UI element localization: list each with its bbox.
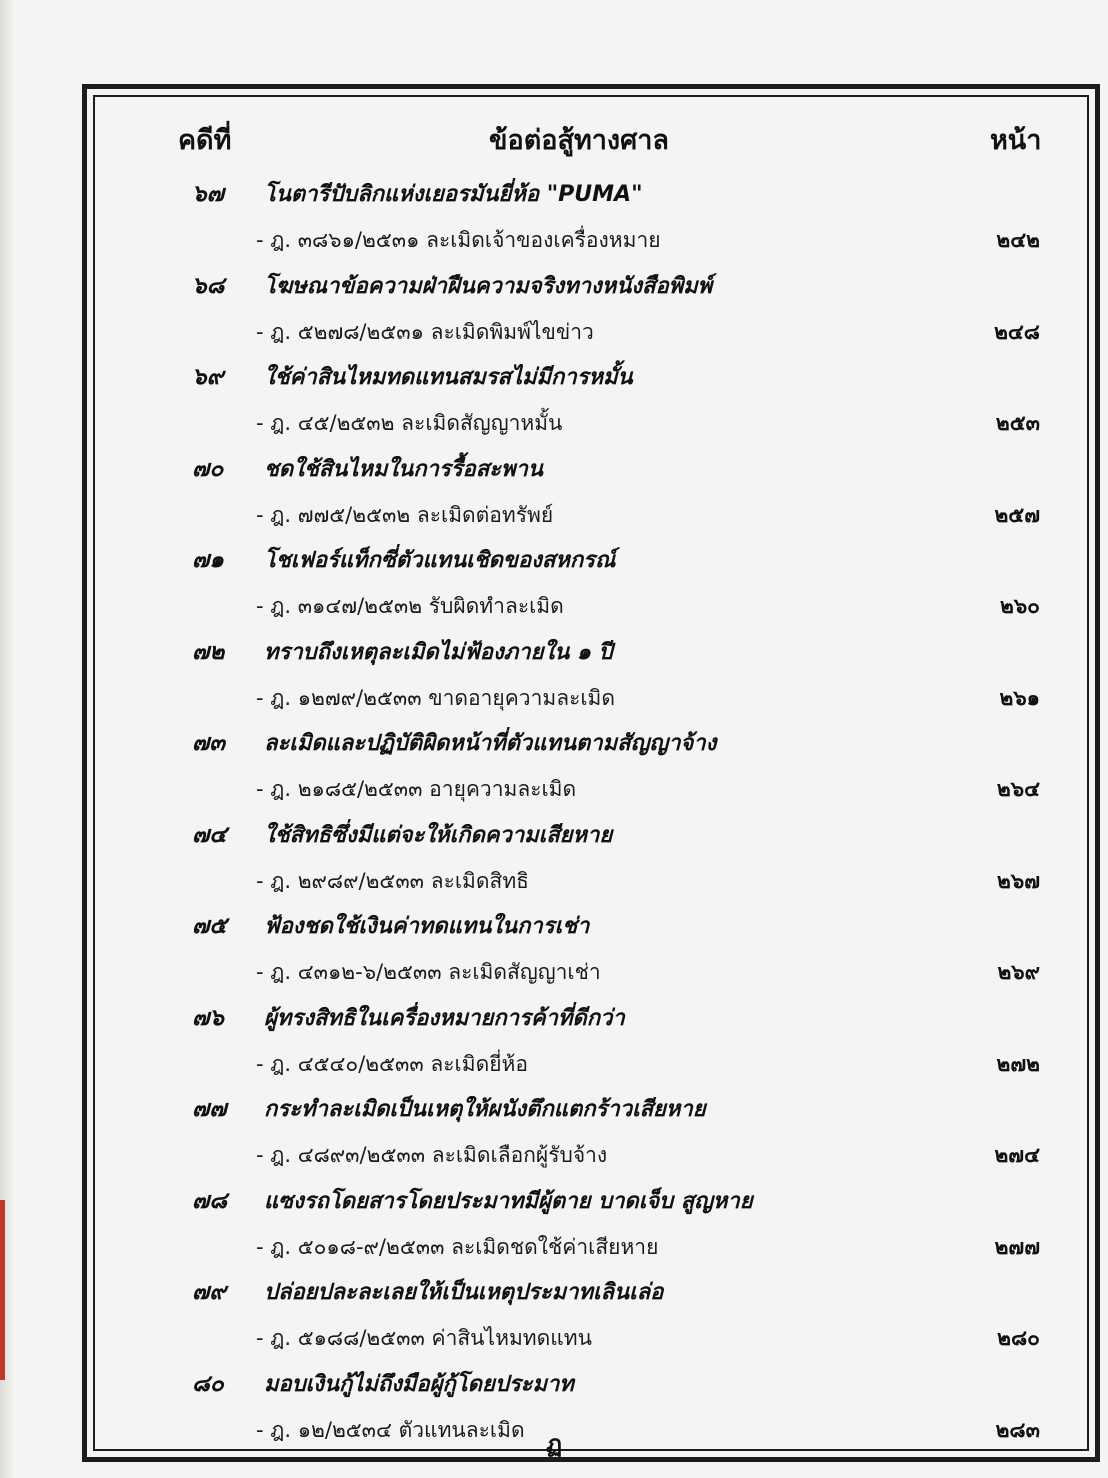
page-number: ๒๗๔: [994, 1142, 1040, 1167]
case-reference: - ฎ. ๔๕๔๐/๒๕๓๓ ละเมิดยี่ห้อ: [256, 1052, 528, 1076]
page-number: ๒๕๓: [995, 410, 1040, 435]
case-title: ปล่อยปละละเลยให้เป็นเหตุประมาทเลินเล่อ: [264, 1280, 664, 1305]
case-title: ทราบถึงเหตุละเมิดไม่ฟ้องภายใน ๑ ปี: [264, 640, 613, 665]
case-reference: - ฎ. ๗๗๕/๒๕๓๒ ละเมิดต่อทรัพย์: [256, 503, 554, 527]
toc-case-row: [0, 1000, 1108, 1040]
toc-case-row: [0, 359, 1108, 399]
page-number: ๒๔๘: [994, 319, 1040, 344]
toc-ref-row: [0, 1322, 1108, 1362]
case-number: ๖๗: [192, 180, 224, 207]
case-number: ๗๓: [192, 729, 226, 756]
toc-ref-row: [0, 865, 1108, 905]
footer-page-mark: ฏ: [545, 1429, 563, 1458]
toc-case-row: [0, 542, 1108, 582]
case-number: ๘๐: [192, 1370, 224, 1397]
case-reference: - ฎ. ๒๑๘๕/๒๕๓๓ อายุความละเมิด: [256, 777, 577, 801]
toc-case-row: [0, 1183, 1108, 1223]
case-title: โนตารีปับลิกแห่งเยอรมันยี่ห้อ "PUMA": [264, 182, 643, 207]
case-reference: - ฎ. ๔๓๑๒-๖/๒๕๓๓ ละเมิดสัญญาเช่า: [256, 960, 601, 984]
case-title: โชเฟอร์แท็กซี่ตัวแทนเชิดของสหกรณ์: [264, 548, 616, 573]
case-number: ๗๔: [192, 821, 227, 848]
case-reference: - ฎ. ๓๘๖๑/๒๕๓๑ ละเมิดเจ้าของเครื่องหมาย: [256, 228, 661, 252]
toc-case-row: [0, 725, 1108, 765]
toc-case-row: [0, 451, 1108, 491]
toc-ref-row: [0, 316, 1108, 356]
header-case-label: คดีที่: [178, 125, 232, 156]
toc-ref-row: [0, 773, 1108, 813]
case-number: ๗๙: [192, 1278, 227, 1305]
case-title: ผู้ทรงสิทธิในเครื่องหมายการค้าที่ดีกว่า: [264, 1006, 625, 1031]
toc-case-row: [0, 908, 1108, 948]
case-reference: - ฎ. ๕๐๑๘-๙/๒๕๓๓ ละเมิดชดใช้ค่าเสียหาย: [256, 1235, 659, 1259]
toc-ref-row: [0, 590, 1108, 630]
case-number: ๗๗: [192, 1095, 227, 1122]
case-number: ๗๑: [192, 546, 224, 573]
header-page-label: หน้า: [990, 125, 1042, 156]
toc-case-row: [0, 176, 1108, 216]
case-title: ฟ้องชดใช้เงินค่าทดแทนในการเช่า: [264, 914, 590, 939]
page-number: ๒๖๗: [997, 868, 1040, 893]
toc-ref-row: [0, 1139, 1108, 1179]
page-number: ๒๖๑: [999, 685, 1040, 710]
case-number: ๖๘: [192, 272, 225, 299]
page-number: ๒๗๗: [994, 1234, 1040, 1259]
case-reference: - ฎ. ๕๑๘๘/๒๕๓๓ ค่าสินไหมทดแทน: [256, 1326, 592, 1350]
toc-case-row: [0, 268, 1108, 308]
case-reference: - ฎ. ๓๑๔๗/๒๕๓๒ รับผิดทำละเมิด: [256, 594, 564, 618]
case-title: ใช้ค่าสินไหมทดแทนสมรสไม่มีการหมั้น: [264, 365, 633, 390]
page-number: ๒๘๐: [997, 1325, 1040, 1350]
page-number: ๒๖๔: [996, 776, 1040, 801]
case-title: ใช้สิทธิซึ่งมีแต่จะให้เกิดความเสียหาย: [264, 823, 613, 848]
toc-ref-row: [0, 956, 1108, 996]
page-number: ๒๖๙: [997, 959, 1040, 984]
toc-ref-row: [0, 1231, 1108, 1271]
case-reference: - ฎ. ๑๒๗๙/๒๕๓๓ ขาดอายุความละเมิด: [256, 686, 616, 710]
case-title: แซงรถโดยสารโดยประมาทมีผู้ตาย บาดเจ็บ สูญหาย: [264, 1189, 753, 1214]
case-reference: - ฎ. ๑๒/๒๕๓๔ ตัวแทนละเมิด: [256, 1418, 525, 1442]
case-title: มอบเงินกู้ไม่ถึงมือผู้กู้โดยประมาท: [264, 1372, 574, 1397]
toc-case-row: [0, 817, 1108, 857]
toc-case-row: [0, 1091, 1108, 1131]
toc-ref-row: [0, 224, 1108, 264]
toc-case-row: [0, 1274, 1108, 1314]
case-number: ๗๖: [192, 1004, 224, 1031]
toc-ref-row: [0, 1048, 1108, 1088]
case-title: ชดใช้สินไหมในการรื้อสะพาน: [264, 457, 543, 482]
case-reference: - ฎ. ๔๘๙๓/๒๕๓๓ ละเมิดเลือกผู้รับจ้าง: [256, 1143, 608, 1167]
page-number: ๒๘๓: [995, 1417, 1040, 1442]
case-title: โฆษณาข้อความฝ่าฝืนความจริงทางหนังสือพิมพ์: [264, 274, 713, 299]
case-number: ๖๙: [192, 363, 224, 390]
case-number: ๗๕: [192, 912, 227, 939]
toc-case-row: [0, 634, 1108, 674]
page-number: ๒๔๒: [996, 227, 1040, 252]
case-title: กระทำละเมิดเป็นเหตุให้ผนังตึกแตกร้าวเสียหาย: [264, 1097, 706, 1122]
page-number: ๒๗๒: [996, 1051, 1040, 1076]
toc-case-row: [0, 1366, 1108, 1406]
toc-ref-row: [0, 499, 1108, 539]
toc-ref-row: [0, 682, 1108, 722]
case-number: ๗๒: [192, 638, 225, 665]
toc-ref-row: [0, 407, 1108, 447]
case-title: ละเมิดและปฏิบัติผิดหน้าที่ตัวแทนตามสัญญาจ้าง: [264, 731, 717, 756]
case-reference: - ฎ. ๔๕/๒๕๓๒ ละเมิดสัญญาหมั้น: [256, 411, 563, 435]
header-title: ข้อต่อสู้ทางศาล: [489, 125, 669, 156]
case-number: ๗๘: [192, 1187, 228, 1214]
page-number: ๒๕๗: [994, 502, 1040, 527]
page-number: ๒๖๐: [1000, 593, 1040, 618]
case-reference: - ฎ. ๒๙๘๙/๒๕๓๓ ละเมิดสิทธิ: [256, 869, 529, 893]
case-number: ๗๐: [192, 455, 224, 482]
case-reference: - ฎ. ๕๒๗๘/๒๕๓๑ ละเมิดพิมพ์ไขข่าว: [256, 320, 594, 344]
